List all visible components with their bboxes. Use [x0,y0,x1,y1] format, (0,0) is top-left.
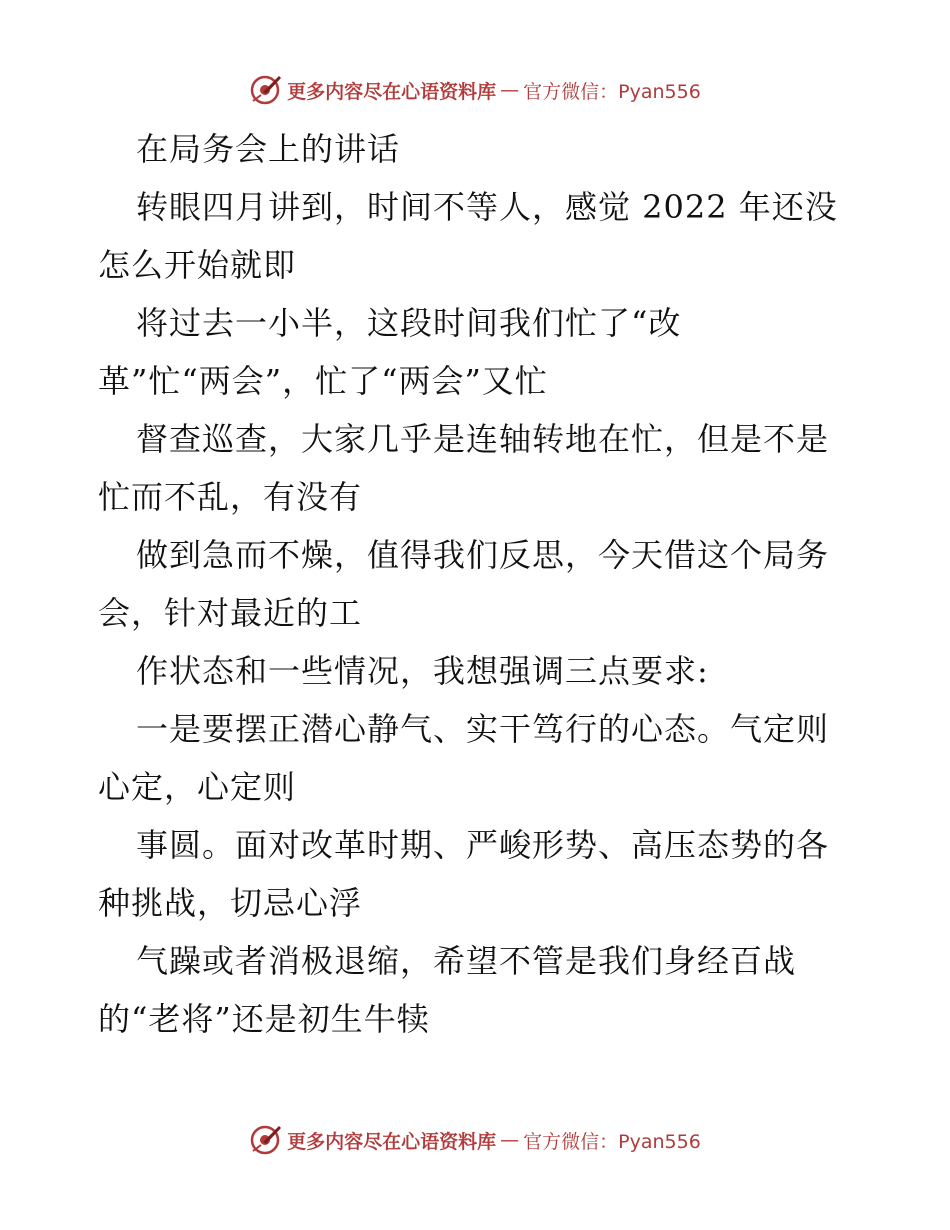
paragraph-line: 的“老将”还是初生牛犊 [98,1000,430,1038]
paragraph-line: 将过去一小半，这段时间我们忙了“改 [136,304,682,342]
header-watermark [0,70,950,110]
paragraph-line: 做到急而不燥，值得我们反思，今天借这个局务 [136,536,830,574]
paragraph-line: 一是要摆正潜心静气、实干笃行的心态。气定则 [136,710,830,748]
quill-logo-icon [249,73,283,107]
paragraph-line: 督查巡查，大家几乎是连轴转地在忙，但是不是 [136,420,830,458]
paragraph-line: 种挑战，切忌心浮 [98,884,363,922]
document-body [98,120,858,1048]
quill-logo-icon [249,1123,283,1157]
paragraph-line: 怎么开始就即 [98,246,297,284]
paragraph-line: 事圆。面对改革时期、严峻形势、高压态势的各 [136,826,830,864]
paragraph-line: 心定，心定则 [98,768,297,806]
banner-text: 更多内容尽在心语资料库 [287,80,497,103]
paragraph-line: 革”忙“两会”，忙了“两会”又忙 [98,362,548,400]
banner-dash: — [500,79,520,101]
paragraph-line: 忙而不乱，有没有 [98,478,363,516]
banner-dash: — [500,1129,520,1151]
banner-wechat: 官方微信：Pyan556 [523,80,701,103]
banner-text: 更多内容尽在心语资料库 [287,1130,497,1153]
banner-wechat: 官方微信：Pyan556 [523,1130,701,1153]
document-title: 在局务会上的讲话 [136,130,401,168]
paragraph-line: 作状态和一些情况，我想强调三点要求: [136,652,709,690]
paragraph-line: 气躁或者消极退缩，希望不管是我们身经百战 [136,942,797,980]
paragraph-line: 会，针对最近的工 [98,594,363,632]
paragraph-line: 转眼四月讲到，时间不等人，感觉 2022 年还没 [136,188,838,226]
footer-watermark [0,1120,950,1160]
